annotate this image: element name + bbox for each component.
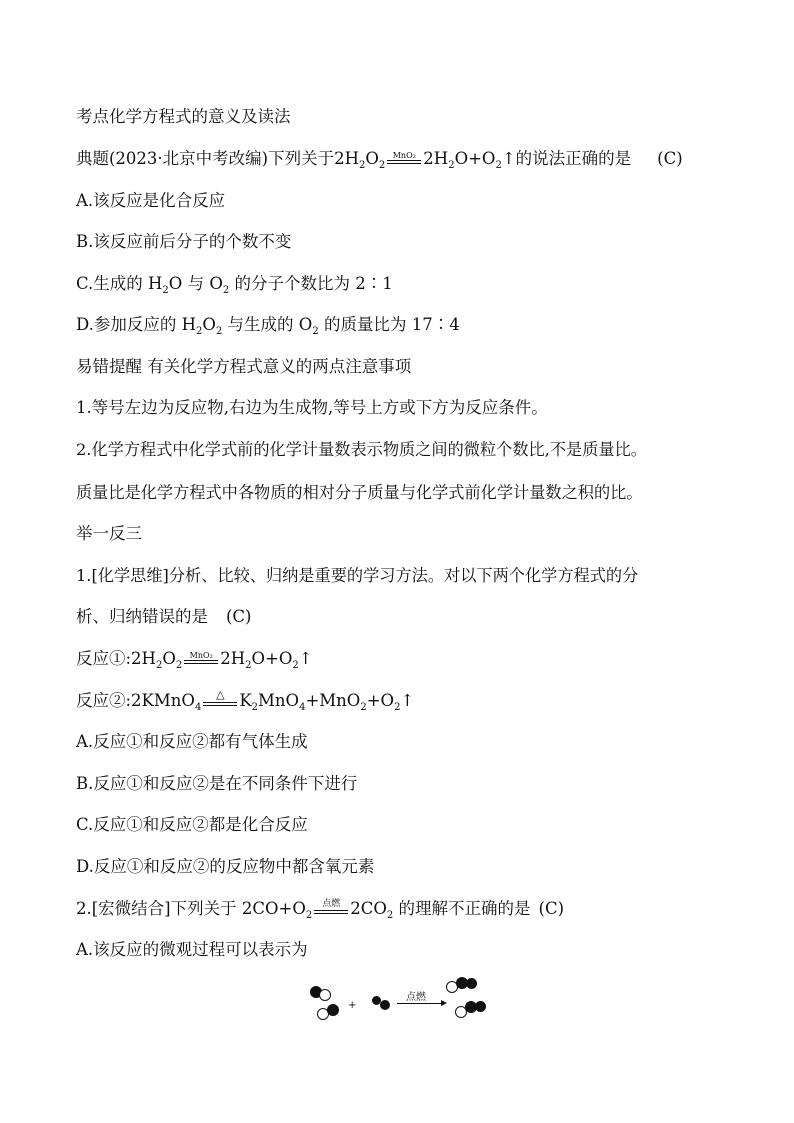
q1-answer: (C) <box>226 607 252 626</box>
answer-label: (C) <box>657 149 683 168</box>
condition-mno2-r1: MnO₂ <box>182 651 220 669</box>
reaction-1: 反应$①:2H_2O_2$ MnO₂ $2H_2O+O_2↑$ <box>76 649 313 671</box>
arrow-head-icon <box>441 1000 447 1006</box>
oxygen-atom <box>319 989 331 1001</box>
practice-title: 举一反三 <box>76 524 142 543</box>
arrow-label: 点燃 <box>406 992 426 1003</box>
tip-1: 1.等号左边为反应物,右边为生成物,等号上方或下方为反应条件。 <box>76 398 548 417</box>
reaction-2: 反应②:2KMnO$_4$ △ $K_2MnO_4+MnO_2+O_2↑$ <box>76 687 415 713</box>
option-c: C.生成的 $H_2O$ 与 $O_2$ 的分子个数比为 2∶1 <box>76 274 393 296</box>
q1-option-b: B.反应①和反应②是在不同条件下进行 <box>76 774 358 793</box>
tips-title: 易错提醒 有关化学方程式意义的两点注意事项 <box>76 357 412 376</box>
condition-mno2: MnO₂ <box>385 151 423 169</box>
q1-option-d: D.反应①和反应②的反应物中都含氧元素 <box>76 857 375 876</box>
plus-sign: + <box>348 1000 357 1011</box>
condition-ignite-q2: 点燃 <box>312 901 350 919</box>
q1-line1: 1.[化学思维]分析、比较、归纳是重要的学习方法。对以下两个化学方程式的分 <box>76 566 639 585</box>
option-b: B.该反应前后分子的个数不变 <box>76 232 292 251</box>
molecular-diagram <box>300 970 500 1030</box>
option-a: A.该反应是化合反应 <box>76 191 226 210</box>
carbon-atom <box>327 1004 339 1016</box>
example-question: 典题(2023·北京中考改编)下列关于$2H_2O_2$ MnO₂ $2H_2O+O_2↑$的说法正确的是 (C) <box>76 149 683 171</box>
q1-line2: 析、归纳错误的是 (C) <box>76 607 252 626</box>
tip-2a: 2.化学方程式中化学式前的化学计量数表示物质之间的微粒个数比,不是质量比。 <box>76 440 647 459</box>
q2-answer: (C) <box>538 899 565 918</box>
oxygen-atom <box>380 1000 390 1010</box>
reaction-arrow <box>397 1003 441 1004</box>
section-title: 考点化学方程式的意义及读法 <box>76 107 291 126</box>
q2-option-a: A.该反应的微观过程可以表示为 <box>76 940 308 959</box>
q1-option-c: C.反应①和反应②都是化合反应 <box>76 815 308 834</box>
oxygen-atom <box>475 1001 486 1012</box>
q1-option-a: A.反应①和反应②都有气体生成 <box>76 732 308 751</box>
q2-question: 2.[宏微结合]下列关于 $2CO+O_2$ 点燃 $2CO_2$ 的理解不正确的是 (C) <box>76 898 565 921</box>
oxygen-atom <box>466 978 477 989</box>
tip-2b: 质量比是化学方程式中各物质的相对分子质量与化学式前化学计量数之积的比。 <box>76 483 643 502</box>
option-d: D.参加反应的 $H_2O_2$ 与生成的 $O_2$ 的质量比为 17∶4 <box>76 315 460 337</box>
condition-heat-r2: △ <box>201 693 239 711</box>
